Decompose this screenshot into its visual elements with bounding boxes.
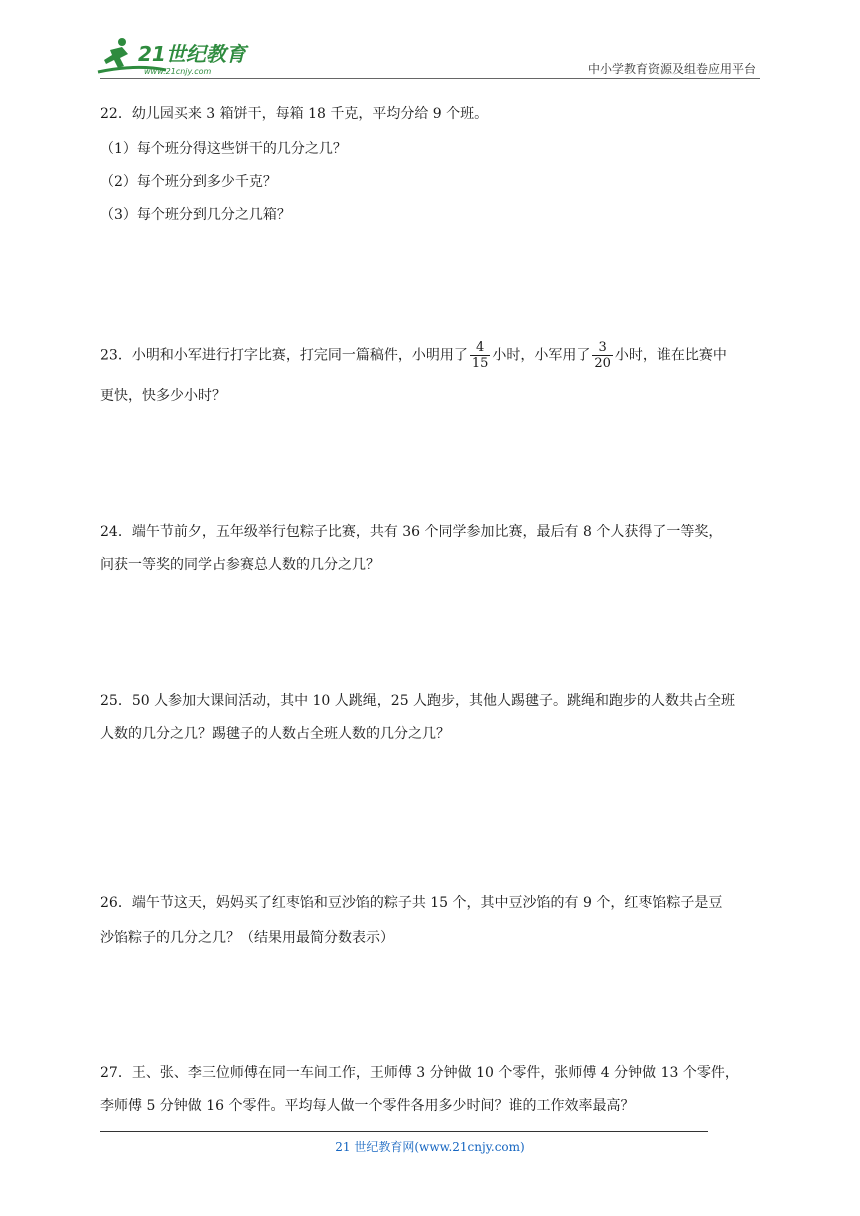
fraction-numerator: 4: [470, 340, 491, 356]
q22-stem: 22．幼儿园买来 3 箱饼干，每箱 18 千克，平均分给 9 个班。: [100, 106, 489, 122]
fraction-denominator: 20: [594, 356, 611, 371]
footer-link[interactable]: 21 世纪教育网(www.21cnjy.com): [335, 1140, 525, 1154]
q26-line1: 26．端午节这天，妈妈买了红枣馅和豆沙馅的粽子共 15 个，其中豆沙馅的有 9 个，红枣馅粽子是豆: [100, 895, 723, 911]
q23-part2: 小时，小军用了: [492, 347, 591, 364]
fraction-numerator: 3: [592, 340, 613, 356]
q27-line1: 27．王、张、李三位师傅在同一车间工作，王师傅 3 分钟做 10 个零件，张师傅 4 分钟做 13 个零件，: [100, 1065, 739, 1081]
q25-line2: 人数的几分之几？踢毽子的人数占全班人数的几分之几？: [100, 726, 450, 742]
fraction-3-20: [592, 340, 613, 371]
q22-sub3: （3）每个班分到几分之几箱？: [100, 207, 291, 223]
q23-part3: 小时，谁在比赛中: [614, 347, 727, 364]
q27-line2: 李师傅 5 分钟做 16 个零件。平均每人做一个零件各用多少时间？谁的工作效率最高？: [100, 1098, 635, 1114]
header-divider: [100, 78, 760, 79]
q24-line1: 24．端午节前夕，五年级举行包粽子比赛，共有 36 个同学参加比赛，最后有 8 个人获得了一等奖，: [100, 524, 723, 540]
logo-runner-icon: [96, 36, 256, 78]
footer-divider: [100, 1131, 708, 1132]
q26-line2: 沙馅粽子的几分之几？（结果用最简分数表示）: [100, 930, 394, 946]
q23-line1: [100, 340, 727, 371]
fraction-denominator: 15: [471, 356, 489, 371]
q22-sub2: （2）每个班分到多少千克？: [100, 174, 277, 190]
svg-text:21世纪教育: 21世纪教育: [138, 42, 246, 66]
site-logo: [96, 36, 256, 78]
fraction-4-15: [470, 340, 491, 371]
q23-part1: 23．小明和小军进行打字比赛，打完同一篇稿件，小明用了: [100, 347, 468, 364]
q22-sub1: （1）每个班分得这些饼干的几分之几？: [100, 141, 347, 157]
q24-line2: 问获一等奖的同学占参赛总人数的几分之几？: [100, 557, 380, 573]
svg-text:www.21cnjy.com: www.21cnjy.com: [144, 67, 212, 76]
q23-line2: 更快，快多少小时？: [100, 388, 226, 404]
q25-line1: 25．50 人参加大课间活动，其中 10 人跳绳，25 人跑步，其他人踢毽子。跳绳和跑步的人数共占全班: [100, 693, 736, 709]
header-platform-text: 中小学教育资源及组卷应用平台: [587, 62, 756, 76]
